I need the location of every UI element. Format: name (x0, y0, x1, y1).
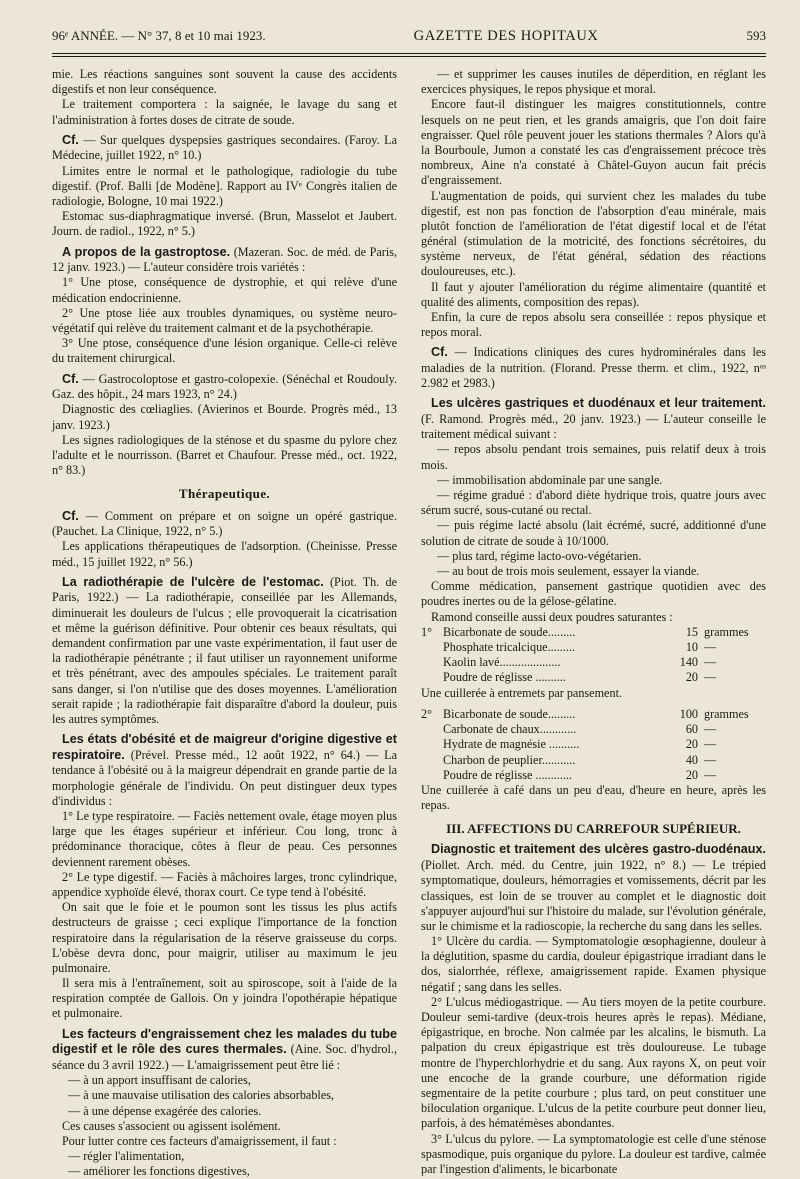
list-item: 3° Une ptose, conséquence d'une lésion organique. Celle-ci relève du traitement chirurgical. (52, 336, 397, 366)
entry-lead: La radiothérapie de l'ulcère de l'estomac. (62, 574, 324, 589)
paragraph: mie. Les réactions sanguines sont souvent la cause des accidents digestifs et non leur conséquence. (52, 67, 397, 97)
page-header (52, 28, 766, 45)
abstract-entry (421, 396, 766, 442)
entry-lead: Les ulcères gastriques et duodénaux et leur traitement. (431, 396, 766, 411)
paragraph: Comme médication, pansement gastrique quotidien avec des poudres inertes ou de la gélose-gélatine. (421, 579, 766, 609)
table-row: Hydrate de magnésie .......... 20 — (443, 737, 717, 752)
list-item: — au bout de trois mois seulement, essayer la viande. (437, 563, 700, 578)
abstract-entry (52, 509, 397, 540)
abstract-entry (421, 842, 766, 934)
prescription-table-1 (421, 625, 766, 686)
entry-text: — Gastrocoloptose et gastro-colopexie. (Sénéchal et Roudouly. Gaz. des hôpit., 24 mars 1923, n° 24.) (52, 371, 397, 402)
abstract-entry (52, 1027, 397, 1074)
header-rule (52, 53, 766, 54)
page-number: 593 (746, 28, 766, 43)
entry-text: (Mazeran. Soc. de méd. de Paris, 12 janv. 1923.) — L'auteur considère trois variétés : (52, 244, 397, 275)
entry-lead: A propos de la gastroptose. (62, 244, 231, 259)
paragraph: Limites entre le normal et le pathologique, radiologie du tube digestif. (Prof. Balli [de Modène]. Rapport au IVᵉ Congrès italien de radiologie, Bologne, 10 mai 1922.) (52, 163, 397, 208)
paragraph: Il sera mis à l'entraînement, soit au spiroscope, soit à l'aide de la respiration comptée de Gallois. On y joindra l'opothérapie hépatique et pulmonaire. (52, 976, 397, 1021)
entry-text: (Aine. Soc. d'hydrol., séance du 3 avril 1922.) — L'amaigrissement peut être lié : (52, 1042, 397, 1072)
list-item: 1° Une ptose, conséquence de dystrophie, et qui relève d'une médication endocrinienne. (52, 275, 397, 305)
prescription-table-2 (421, 707, 766, 783)
table-row: Carbonate de chaux............ 60 — (443, 722, 717, 737)
paragraph: Enfin, la cure de repos absolu sera conseillée : repos physique et repos moral. (421, 310, 766, 340)
list-item: — à une mauvaise utilisation des calories absorbables, (68, 1088, 335, 1103)
table-row: Poudre de réglisse ............ 20 — (443, 767, 717, 782)
entry-text: (Prével. Presse méd., 12 août 1922, n° 64.) — La tendance à l'obésité ou à la maigreur dépendrait en grande partie de la morphologie générale de l'individu. On peut distinguer deux types d'individus : (52, 747, 397, 808)
paragraph: L'augmentation de poids, qui survient chez les malades du tube digestif, est non pas fonction de l'absorption d'eau minérale, mais plutôt fonction de l'amélioration de l'état digestif local et de l'état général (stimulation de la motricité, des fonctions sécrétoires, du système nerveux, de l'état général, sédation des réactions douloureuses, etc.). (421, 188, 766, 279)
abstract-entry (52, 133, 397, 164)
paragraph: Les signes radiologiques de la sténose et du spasme du pylore chez l'adulte et le nourrisson. (Barret et Chaufour. Presse méd., oct. 1922, n° 83.) (52, 432, 397, 478)
entry-text: (Piot. Th. de Paris, 1922.) — La radiothérapie, conseillée par les Allemands, diminuerait les douleurs de l'ulcus ; elle provoquerait la cicatrisation et même la guérison définitive. Pour obtenir ces beaux résultats, qui demandent confirmation par une vaste expérimentation, il faut user de la radiothérapie pénétrante ; il faut utiliser un rayonnement uniforme et très pénétrant, avec des ampoules spéciales. Le traitement paraît sans danger, si l'on n'utilise que des doses moyennes. L'amélioration serait rapide ; la radiothérapie fait disparaître d'abord la douleur, puis les autres symptômes. (52, 574, 398, 726)
abstract-entry (52, 372, 397, 403)
entry-text: — Comment on prépare et on soigne un opéré gastrique. (Pauchet. La Clinique, 1922, n° 5.) (52, 508, 397, 539)
text-columns (52, 67, 766, 1179)
paragraph: Pour lutter contre ces facteurs d'amaigrissement, il faut : (62, 1133, 337, 1148)
list-item: — puis régime lacté absolu (lait écrémé, sucré, additionné d'une solution de citrate de soude à 10/1000. (421, 518, 766, 548)
entry-lead: Les facteurs d'engraissement chez les malades du tube digestif et le rôle des cures thermales. (52, 1026, 397, 1057)
prescription-note: Une cuillerée à café dans un peu d'eau, d'heure en heure, après les repas. (421, 783, 766, 813)
paragraph: Il faut y ajouter l'amélioration du régime alimentaire (quantité et qualité des aliments, composition des repas). (421, 279, 766, 309)
paragraph: Ramond conseille aussi deux poudres saturantes : (431, 609, 673, 624)
paragraph: Ces causes s'associent ou agissent isolément. (62, 1118, 281, 1133)
entry-text: — Sur quelques dyspepsies gastriques secondaires. (Faroy. La Médecine, juillet 1922, n° 10.) (52, 132, 398, 163)
list-item: — régime gradué : d'abord diète hydrique trois, quatre jours avec sérum sucré, sous-cutané ou rectal. (421, 488, 766, 518)
table-row: Phosphate tricalcique......... 10 — (443, 639, 717, 654)
paragraph: Encore faut-il distinguer les maigres constitutionnels, contre lesquels on ne peut rien, et les grands amaigris, que l'on doit faire engraisser. Quel rôle peuvent jouer les stations thermales ? Alors qu'à la Bourboule, Jumon a constaté les cas d'engraissement précoce très nombreux, Aine n'a constaté à Châtel-Guyon aucun fait précis d'engraissement. (421, 97, 766, 188)
list-item: 1° Le type respiratoire. — Faciès nettement ovale, étage moyen plus large que les étages supérieur et inférieur. Cou long, tronc à prédominance thoracique, côtes à fleur de peau. Ces personnes deviennent rarement obèses. (52, 809, 397, 869)
paragraph: Diagnostic des cœliaglies. (Avierinos et Bourde. Progrès méd., 13 janv. 1923.) (52, 402, 397, 432)
table-row: Charbon de peuplier........... 40 — (443, 752, 717, 767)
journal-title: GAZETTE DES HOPITAUX (413, 28, 599, 44)
paragraph: Les applications thérapeutiques de l'adsorption. (Cheinisse. Presse méd., 15 juillet 1922, n° 56.) (52, 539, 397, 569)
entry-lead: Cf. (62, 132, 79, 147)
list-item: 2° L'ulcus médiogastrique. — Au tiers moyen de la petite courbure. Douleur semi-tardive (deux-trois heures après le repas). Médiane, épigastrique, en broche. Non calmée par les alcalins, le bismuth. La palpation du creux épigastrique est très douloureuse. Le tubage montre de l'hyperchlorhydrie et du sang. Aux rayons X, on peut voir une encoche de la grande courbure, une déformation rigide segmentaire de la petite courbure ; plus tard, on peut constituer une biloculation organique. L'ulcus de la petite courbure peut donner lieu, parfois, à des hématémèses abondantes. (421, 994, 766, 1131)
header-rule-thin (52, 56, 766, 57)
list-item: — à un apport insuffisant de calories, (68, 1073, 251, 1088)
entry-lead: Les états d'obésité et de maigreur d'origine digestive et respiratoire. (52, 732, 397, 762)
paragraph: Estomac sus-diaphragmatique inversé. (Brun, Masselot et Jaubert. Journ. de radiol., 1922, n° 5.) (52, 209, 397, 239)
paragraph: On sait que le foie et le poumon sont les tissus les plus actifs destructeurs de graisse ; ceci explique l'importance de la fonction respiratoire dans la régularisation de la réserve graisseuse du corps. L'obèse devra donc, pour maigrir, utiliser au maximum le jeu pulmonaire. (52, 900, 397, 975)
list-item: — immobilisation abdominale par une sangle. (437, 472, 663, 487)
list-item: — plus tard, régime lacto-ovo-végétarien. (437, 548, 642, 563)
list-item: 2° Une ptose liée aux troubles dynamiques, ou système neuro-végétatif qui relève du traitement calmant et de la psychothérapie. (52, 305, 397, 335)
table-row: 2° Bicarbonate de soude......... 100 grammes (421, 706, 749, 721)
list-item: — améliorer les fonctions digestives, (68, 1164, 250, 1179)
table-row: Kaolin lavé.................... 140 — (443, 655, 717, 670)
table-row: Poudre de réglisse .......... 20 — (443, 670, 717, 685)
paragraph: Le traitement comportera : la saignée, le lavage du sang et l'administration à fortes doses de citrate de soude. (52, 97, 397, 127)
list-item: — à une dépense exagérée des calories. (68, 1103, 262, 1118)
entry-text: (F. Ramond. Progrès méd., 20 janv. 1923.) — L'auteur conseille le traitement médical suivant : (421, 412, 766, 442)
list-item: — régler l'alimentation, (68, 1149, 185, 1164)
list-item: 3° L'ulcus du pylore. — La symptomatologie est celle d'une sténose spasmodique, puis organique du pylore. La douleur est tardive, calmée par l'ingestion d'aliments, le bicarbonate (421, 1131, 766, 1176)
list-item: — et supprimer les causes inutiles de déperdition, en réglant les exercices physiques, le repos physique et moral. (421, 67, 766, 97)
issue-info: 96ᵉ ANNÉE. — N° 37, 8 et 10 mai 1923. (52, 28, 266, 43)
left-column (52, 67, 398, 1179)
right-column (421, 67, 766, 1176)
list-item: — repos absolu pendant trois semaines, puis relatif deux à trois mois. (421, 442, 766, 472)
list-item: 1° Ulcère du cardia. — Symptomatologie œsophagienne, douleur à la déglutition, spasme du cardia, douleur épigastrique irradiant dans le dos, sialorrhée, réflexe, amaigrissement rapide. Examen physique négatif ; sang dans les selles. (421, 934, 766, 994)
entry-lead: Cf. (62, 371, 79, 386)
list-item: 2° Le type digestif. — Faciès à mâchoires larges, tronc cylindrique, appendice xyphoïde élevé, thorax court. Ce type tend à l'obésité. (52, 869, 397, 899)
abstract-entry (421, 345, 766, 391)
prescription-note: Une cuillerée à entremets par pansement. (421, 685, 622, 700)
section-heading: Thérapeutique. (178, 486, 271, 502)
abstract-entry (52, 575, 397, 727)
entry-lead: Diagnostic et traitement des ulcères gastro-duodénaux. (431, 842, 766, 857)
entry-text: (Piollet. Arch. méd. du Centre, juin 1922, n° 8.) — Le trépied symptomatique, douleurs, hémorragies et vomissements, décrit par les classiques, est loin de se trouver au complet et le diagnostic doit s'appuyer aujourd'hui sur l'histoire du malade, sur l'évolution générale, sur le chimisme et la radioscopie, la recherche du sang dans les selles. (421, 858, 766, 933)
abstract-entry (52, 732, 397, 809)
abstract-entry (52, 245, 397, 276)
entry-lead: Cf. (431, 345, 448, 360)
table-row: 1° Bicarbonate de soude......... 15 grammes (421, 624, 749, 639)
entry-lead: Cf. (62, 508, 79, 523)
section-heading: III. AFFECTIONS DU CARREFOUR SUPÉRIEUR. (446, 820, 741, 836)
entry-text: — Indications cliniques des cures hydrominérales dans les maladies de la nutrition. (Florand. Presse therm. et clim., 1922, nᵒˢ 2.982 et 2983.) (421, 345, 766, 391)
